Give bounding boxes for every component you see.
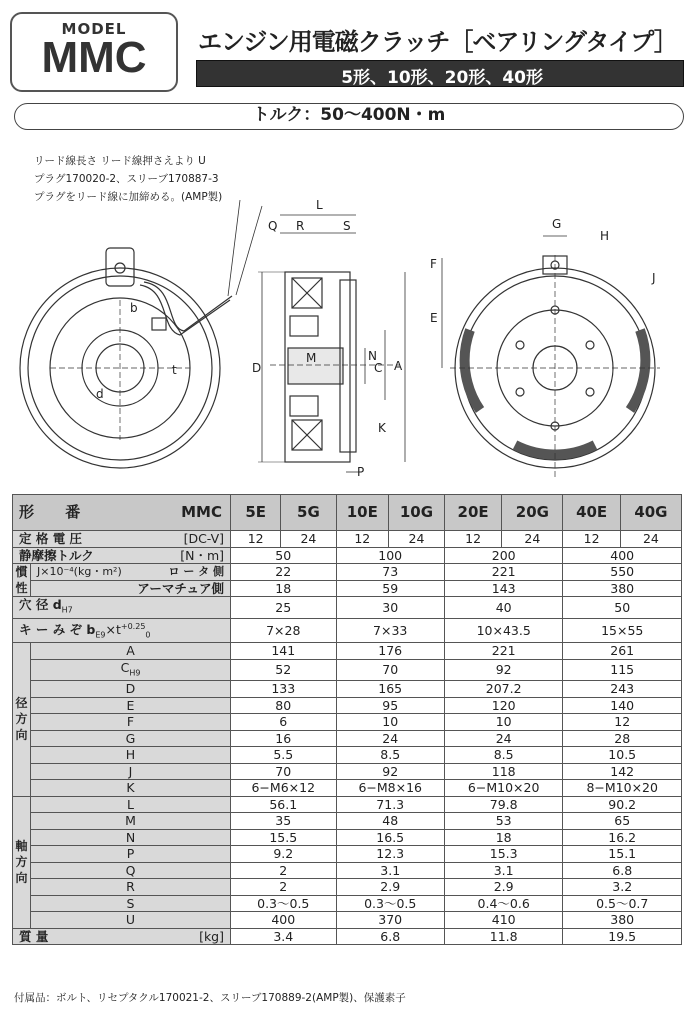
cell: 65 bbox=[563, 813, 682, 830]
table-row bbox=[13, 846, 682, 863]
key-tolerance: E9 bbox=[95, 630, 106, 640]
key-sub2: 0 bbox=[145, 630, 151, 640]
note-line-2: プラグ170020-2、スリーブ170887-3 bbox=[34, 173, 219, 185]
cell: 143 bbox=[444, 580, 563, 597]
cell: 24 bbox=[389, 531, 445, 548]
dim-N: N bbox=[368, 349, 377, 363]
cell: 207.2 bbox=[444, 681, 563, 698]
dim-name: S bbox=[126, 895, 135, 911]
cell: 550 bbox=[563, 564, 682, 581]
dim-name: F bbox=[126, 714, 135, 730]
dim-F: F bbox=[430, 257, 437, 271]
cell: 53 bbox=[444, 813, 563, 830]
header-label-1: 形 bbox=[19, 503, 35, 521]
model-col: 20G bbox=[502, 495, 563, 531]
dim-name: E bbox=[126, 697, 135, 713]
cell: 133 bbox=[231, 681, 337, 698]
cell: 70 bbox=[336, 659, 444, 681]
dim-b: b bbox=[130, 301, 138, 315]
table-row bbox=[13, 531, 682, 548]
cell: 24 bbox=[444, 730, 563, 747]
dim-name: U bbox=[125, 912, 136, 928]
cell: 35 bbox=[231, 813, 337, 830]
cell: 16 bbox=[231, 730, 337, 747]
cell: 9.2 bbox=[231, 846, 337, 863]
cell: 7×28 bbox=[231, 618, 337, 643]
model-col: 10G bbox=[389, 495, 445, 531]
cell: 12 bbox=[231, 531, 281, 548]
table-row bbox=[13, 597, 682, 619]
cell: 3.4 bbox=[231, 928, 337, 945]
technical-drawing bbox=[0, 140, 693, 490]
inertia-category: 慣性 bbox=[15, 565, 28, 595]
cell: 400 bbox=[231, 912, 337, 929]
table-row bbox=[13, 495, 682, 531]
accessories-note: 付属品：ボルト、リセプタクル170021-2、スリーブ170889-2(AMP製)、保護素子 bbox=[14, 992, 406, 1004]
cell: 50 bbox=[563, 597, 682, 619]
dim-name: N bbox=[125, 829, 136, 845]
dim-Q: Q bbox=[268, 219, 278, 233]
model-col: 40E bbox=[563, 495, 620, 531]
key-suffix: ×t bbox=[105, 621, 121, 637]
table-row bbox=[13, 780, 682, 797]
cell: 0.4〜0.6 bbox=[444, 895, 563, 912]
cell: 12 bbox=[563, 531, 620, 548]
cell: 24 bbox=[620, 531, 681, 548]
dim-name: M bbox=[125, 813, 136, 829]
cell: 15.1 bbox=[563, 846, 682, 863]
cell: 59 bbox=[336, 580, 444, 597]
cell: 79.8 bbox=[444, 796, 563, 813]
dim-S: S bbox=[343, 219, 351, 233]
dim-K: K bbox=[378, 421, 386, 435]
table-row bbox=[13, 796, 682, 813]
cell: 10.5 bbox=[563, 747, 682, 764]
cell: 2 bbox=[231, 879, 337, 896]
cell: 52 bbox=[231, 659, 337, 681]
dim-d: d bbox=[96, 387, 104, 401]
cell: 6.8 bbox=[336, 928, 444, 945]
cell: 221 bbox=[444, 643, 563, 660]
cell: 115 bbox=[563, 659, 682, 681]
cell: 8−M10×20 bbox=[563, 780, 682, 797]
cell: 24 bbox=[502, 531, 563, 548]
table-row bbox=[13, 681, 682, 698]
dim-t: t bbox=[172, 363, 177, 377]
cell: 19.5 bbox=[563, 928, 682, 945]
cell: 6.8 bbox=[563, 862, 682, 879]
cell: 5.5 bbox=[231, 747, 337, 764]
cell: 6−M8×16 bbox=[336, 780, 444, 797]
table-row bbox=[13, 564, 682, 581]
right-rear-view bbox=[442, 236, 660, 480]
axial-category: 軸方向 bbox=[15, 839, 28, 886]
cell: 28 bbox=[563, 730, 682, 747]
cell: 90.2 bbox=[563, 796, 682, 813]
table-row bbox=[13, 862, 682, 879]
rotor-label: ロ ー タ 側 bbox=[168, 565, 224, 579]
bore-tolerance: H7 bbox=[61, 605, 73, 615]
cell: 370 bbox=[336, 912, 444, 929]
cell: 10 bbox=[444, 714, 563, 731]
axial-dimensions bbox=[13, 796, 682, 928]
cell: 142 bbox=[563, 763, 682, 780]
cell: 261 bbox=[563, 643, 682, 660]
cell: 410 bbox=[444, 912, 563, 929]
dim-name: H bbox=[125, 747, 136, 763]
cell: 71.3 bbox=[336, 796, 444, 813]
cell: 16.2 bbox=[563, 829, 682, 846]
table-row bbox=[13, 747, 682, 764]
note-line-3: プラグをリード線に加締める。(AMP製) bbox=[34, 191, 223, 203]
table-row bbox=[13, 879, 682, 896]
table-row bbox=[13, 813, 682, 830]
key-label: キ ー み ぞ b bbox=[19, 621, 96, 637]
cell: 243 bbox=[563, 681, 682, 698]
size-list: 5形、10形、20形、40形 bbox=[341, 68, 543, 88]
cell: 48 bbox=[336, 813, 444, 830]
table-row bbox=[13, 618, 682, 643]
inertia-unit: J×10⁻⁴(kg・m²) bbox=[37, 565, 122, 579]
cell: 25 bbox=[231, 597, 337, 619]
cell: 0.3〜0.5 bbox=[336, 895, 444, 912]
cell: 24 bbox=[336, 730, 444, 747]
cell: 15.3 bbox=[444, 846, 563, 863]
model-box bbox=[10, 12, 178, 92]
cell: 2 bbox=[231, 862, 337, 879]
dim-J: J bbox=[652, 271, 656, 285]
cell: 0.5〜0.7 bbox=[563, 895, 682, 912]
dim-name: A bbox=[126, 643, 135, 659]
armature-label: アーマチュア側 bbox=[137, 580, 224, 596]
cell: 3.1 bbox=[444, 862, 563, 879]
cell: 221 bbox=[444, 564, 563, 581]
spec-table bbox=[12, 494, 682, 945]
dim-M: M bbox=[306, 351, 317, 365]
voltage-label: 定 格 電 圧 bbox=[19, 531, 83, 547]
model-col: 20E bbox=[444, 495, 501, 531]
cell: 11.8 bbox=[444, 928, 563, 945]
table-row bbox=[13, 895, 682, 912]
torque-label: 静摩擦トルク bbox=[19, 547, 94, 563]
dim-E: E bbox=[430, 311, 438, 325]
cell: 56.1 bbox=[231, 796, 337, 813]
header-label-2: 番 bbox=[65, 503, 81, 521]
cell: 8.5 bbox=[336, 747, 444, 764]
radial-category: 径方向 bbox=[15, 696, 28, 743]
cell: 12 bbox=[336, 531, 389, 548]
model-label: MODEL bbox=[61, 20, 127, 38]
table-row bbox=[13, 928, 682, 945]
dim-G: G bbox=[552, 217, 562, 231]
cell: 40 bbox=[444, 597, 563, 619]
cell: 100 bbox=[336, 547, 444, 564]
note-line-1: リード線長さ リード線押さえより U bbox=[34, 155, 206, 167]
table-row bbox=[13, 697, 682, 714]
dim-D: D bbox=[252, 361, 262, 375]
mass-label: 質 量 bbox=[19, 928, 49, 944]
dim-name: Q bbox=[125, 862, 136, 878]
cell: 118 bbox=[444, 763, 563, 780]
dim-L: L bbox=[316, 198, 323, 212]
page-title: エンジン用電磁クラッチ［ベアリングタイプ］ bbox=[198, 28, 677, 56]
dim-name: J bbox=[128, 763, 133, 779]
radial-dimensions bbox=[13, 643, 682, 797]
cell: 140 bbox=[563, 697, 682, 714]
header-model: MMC bbox=[181, 503, 222, 521]
dim-name: K bbox=[126, 780, 135, 796]
cell: 141 bbox=[231, 643, 337, 660]
table-row bbox=[13, 580, 682, 597]
table-row bbox=[13, 547, 682, 564]
dim-tolerance: H9 bbox=[129, 668, 141, 678]
cell: 2.9 bbox=[444, 879, 563, 896]
table-row bbox=[13, 763, 682, 780]
cell: 18 bbox=[231, 580, 337, 597]
cell: 50 bbox=[231, 547, 337, 564]
dim-R: R bbox=[296, 219, 305, 233]
dim-name: R bbox=[126, 879, 135, 895]
dim-name: G bbox=[125, 730, 136, 746]
mass-unit: [kg] bbox=[199, 928, 224, 944]
cell: 6−M6×12 bbox=[231, 780, 337, 797]
cell: 70 bbox=[231, 763, 337, 780]
cell: 380 bbox=[563, 912, 682, 929]
table-row bbox=[13, 829, 682, 846]
cell: 120 bbox=[444, 697, 563, 714]
cell: 165 bbox=[336, 681, 444, 698]
cell: 12.3 bbox=[336, 846, 444, 863]
cell: 15.5 bbox=[231, 829, 337, 846]
cell: 2.9 bbox=[336, 879, 444, 896]
cell: 8.5 bbox=[444, 747, 563, 764]
dim-name: D bbox=[125, 681, 136, 697]
dim-H: H bbox=[600, 229, 610, 243]
cell: 7×33 bbox=[336, 618, 444, 643]
cell: 380 bbox=[563, 580, 682, 597]
cell: 80 bbox=[231, 697, 337, 714]
cell: 24 bbox=[281, 531, 336, 548]
cell: 6 bbox=[231, 714, 337, 731]
cell: 400 bbox=[563, 547, 682, 564]
table-row bbox=[13, 730, 682, 747]
left-front-view bbox=[20, 200, 262, 468]
cell: 95 bbox=[336, 697, 444, 714]
cell: 15×55 bbox=[563, 618, 682, 643]
table-row bbox=[13, 643, 682, 660]
cell: 3.2 bbox=[563, 879, 682, 896]
size-bar bbox=[196, 60, 684, 87]
dim-name: L bbox=[127, 796, 134, 812]
voltage-unit: [DC-V] bbox=[183, 531, 224, 547]
dim-name: P bbox=[126, 846, 135, 862]
table-row bbox=[13, 659, 682, 681]
dim-C: C bbox=[374, 361, 383, 375]
model-col: 5E bbox=[231, 495, 281, 531]
cell: 16.5 bbox=[336, 829, 444, 846]
cell: 200 bbox=[444, 547, 563, 564]
cell: 12 bbox=[444, 531, 501, 548]
model-col: 5G bbox=[281, 495, 336, 531]
table-row bbox=[13, 912, 682, 929]
key-sup: +0.25 bbox=[120, 621, 146, 631]
cell: 18 bbox=[444, 829, 563, 846]
cell: 3.1 bbox=[336, 862, 444, 879]
cell: 73 bbox=[336, 564, 444, 581]
cell: 6−M10×20 bbox=[444, 780, 563, 797]
cell: 12 bbox=[563, 714, 682, 731]
cell: 10 bbox=[336, 714, 444, 731]
bore-label: 穴 径 d bbox=[19, 597, 62, 612]
table-row bbox=[13, 714, 682, 731]
cell: 92 bbox=[444, 659, 563, 681]
model-code: MMC bbox=[41, 33, 147, 82]
dim-name: C bbox=[120, 659, 130, 675]
dim-P: P bbox=[357, 465, 365, 479]
torque-range: トルク：50〜400N・m bbox=[14, 103, 684, 130]
cell: 176 bbox=[336, 643, 444, 660]
cell: 22 bbox=[231, 564, 337, 581]
cell: 10×43.5 bbox=[444, 618, 563, 643]
model-col: 10E bbox=[336, 495, 389, 531]
torque-unit: [N・m] bbox=[180, 547, 224, 563]
dim-A: A bbox=[394, 359, 403, 373]
cell: 0.3〜0.5 bbox=[231, 895, 337, 912]
cell: 30 bbox=[336, 597, 444, 619]
cell: 92 bbox=[336, 763, 444, 780]
model-col: 40G bbox=[620, 495, 681, 531]
